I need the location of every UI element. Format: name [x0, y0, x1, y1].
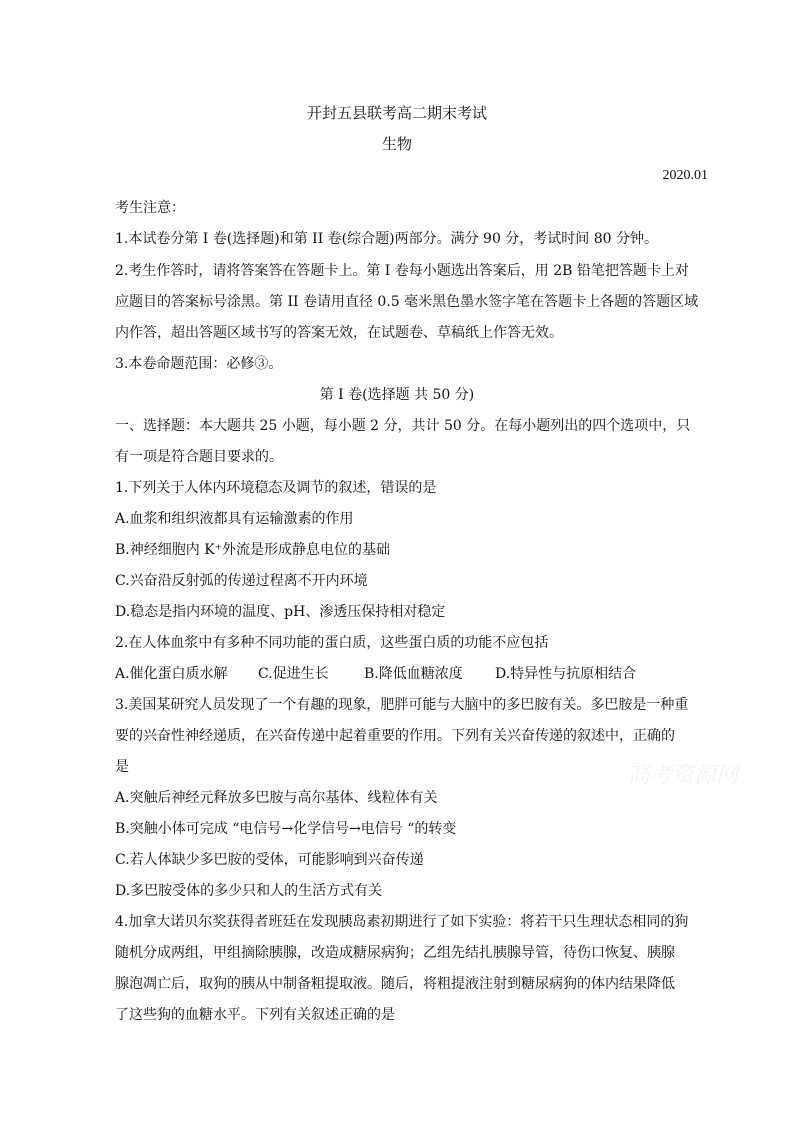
question-option: B.突触小体可完成 “电信号→化学信号→电信号 “的转变: [115, 821, 457, 837]
question-stem: 要的兴奋性神经递质，在兴奋传递中起着重要的作用。下列有关兴奋传递的叙述中，正确的: [115, 728, 675, 744]
question-stem: 是: [115, 759, 129, 775]
question-option: D.特异性与抗原相结合: [495, 666, 637, 682]
question-option: B.神经细胞内 K⁺外流是形成静息电位的基础: [115, 542, 391, 558]
question-stem: 随机分成两组，甲组摘除胰腺，改造成糖尿病狗；乙组先结扎胰腺导管，待伤口恢复、胰腺: [115, 945, 675, 961]
watermark: 高考资源网: [628, 763, 739, 788]
question-option: A.突触后神经元释放多巴胺与高尔基体、线粒体有关: [115, 790, 438, 806]
question-stem: 1.下列关于人体内环境稳态及调节的叙述，错误的是: [115, 480, 437, 496]
question-stem: 4.加拿大诺贝尔奖获得者班廷在发现胰岛素初期进行了如下实验：将若干只生理状态相同的狗: [115, 914, 689, 930]
question-option: C.促进生长: [258, 666, 329, 682]
notice-line: 1.本试卷分第 I 卷(选择题)和第 II 卷(综合题)两部分。满分 90 分，考试时间 80 分钟。: [115, 231, 659, 247]
section-title: 第 I 卷(选择题 共 50 分): [319, 387, 475, 403]
exam-title: 开封五县联考高二期末考试: [306, 104, 487, 122]
question-option: B.降低血糖浓度: [364, 666, 463, 682]
exam-date: 2020.01: [662, 168, 708, 183]
notice-line: 3.本卷命题范围：必修③。: [115, 356, 283, 372]
notice-line: 内作答，超出答题区域书写的答案无效，在试题卷、草稿纸上作答无效。: [115, 325, 563, 341]
notice-line: 2.考生作答时，请将答案答在答题卡上。第 I 卷每小题选出答案后，用 2B 铅笔把答题卡上对: [115, 263, 689, 279]
question-option: A.催化蛋白质水解: [115, 666, 228, 682]
section-instructions: 有一项是符合题目要求的。: [115, 449, 283, 465]
notice-line: 应题目的答案标号涂黑。第 II 卷请用直径 0.5 毫米黑色墨水签字笔在答题卡上各题的答题区域: [115, 294, 699, 310]
question-stem: 2.在人体血浆中有多种不同功能的蛋白质，这些蛋白质的功能不应包括: [115, 635, 549, 651]
question-option: C.若人体缺少多巴胺的受体，可能影响到兴奋传递: [115, 852, 424, 868]
question-option: C.兴奋沿反射弧的传递过程离不开内环境: [115, 573, 368, 589]
question-stem: 了这些狗的血糖水平。下列有关叙述正确的是: [115, 1007, 395, 1023]
section-instructions: 一、选择题：本大题共 25 小题，每小题 2 分，共计 50 分。在每小题列出的四个选项中，只: [115, 418, 691, 434]
question-option: D.多巴胺受体的多少只和人的生活方式有关: [115, 883, 383, 899]
question-option: D.稳态是指内环境的温度、pH、渗透压保持相对稳定: [115, 604, 446, 620]
subject-title: 生物: [381, 135, 412, 153]
question-stem: 腺泡凋亡后，取狗的胰从中制备粗提取液。随后，将粗提液注射到糖尿病狗的体内结果降低: [115, 976, 675, 992]
notice-heading: 考生注意：: [115, 200, 185, 216]
question-stem: 3.美国某研究人员发现了一个有趣的现象，肥胖可能与大脑中的多巴胺有关。多巴胺是一种重: [115, 697, 689, 713]
question-option: A.血浆和组织液都具有运输激素的作用: [115, 511, 354, 527]
